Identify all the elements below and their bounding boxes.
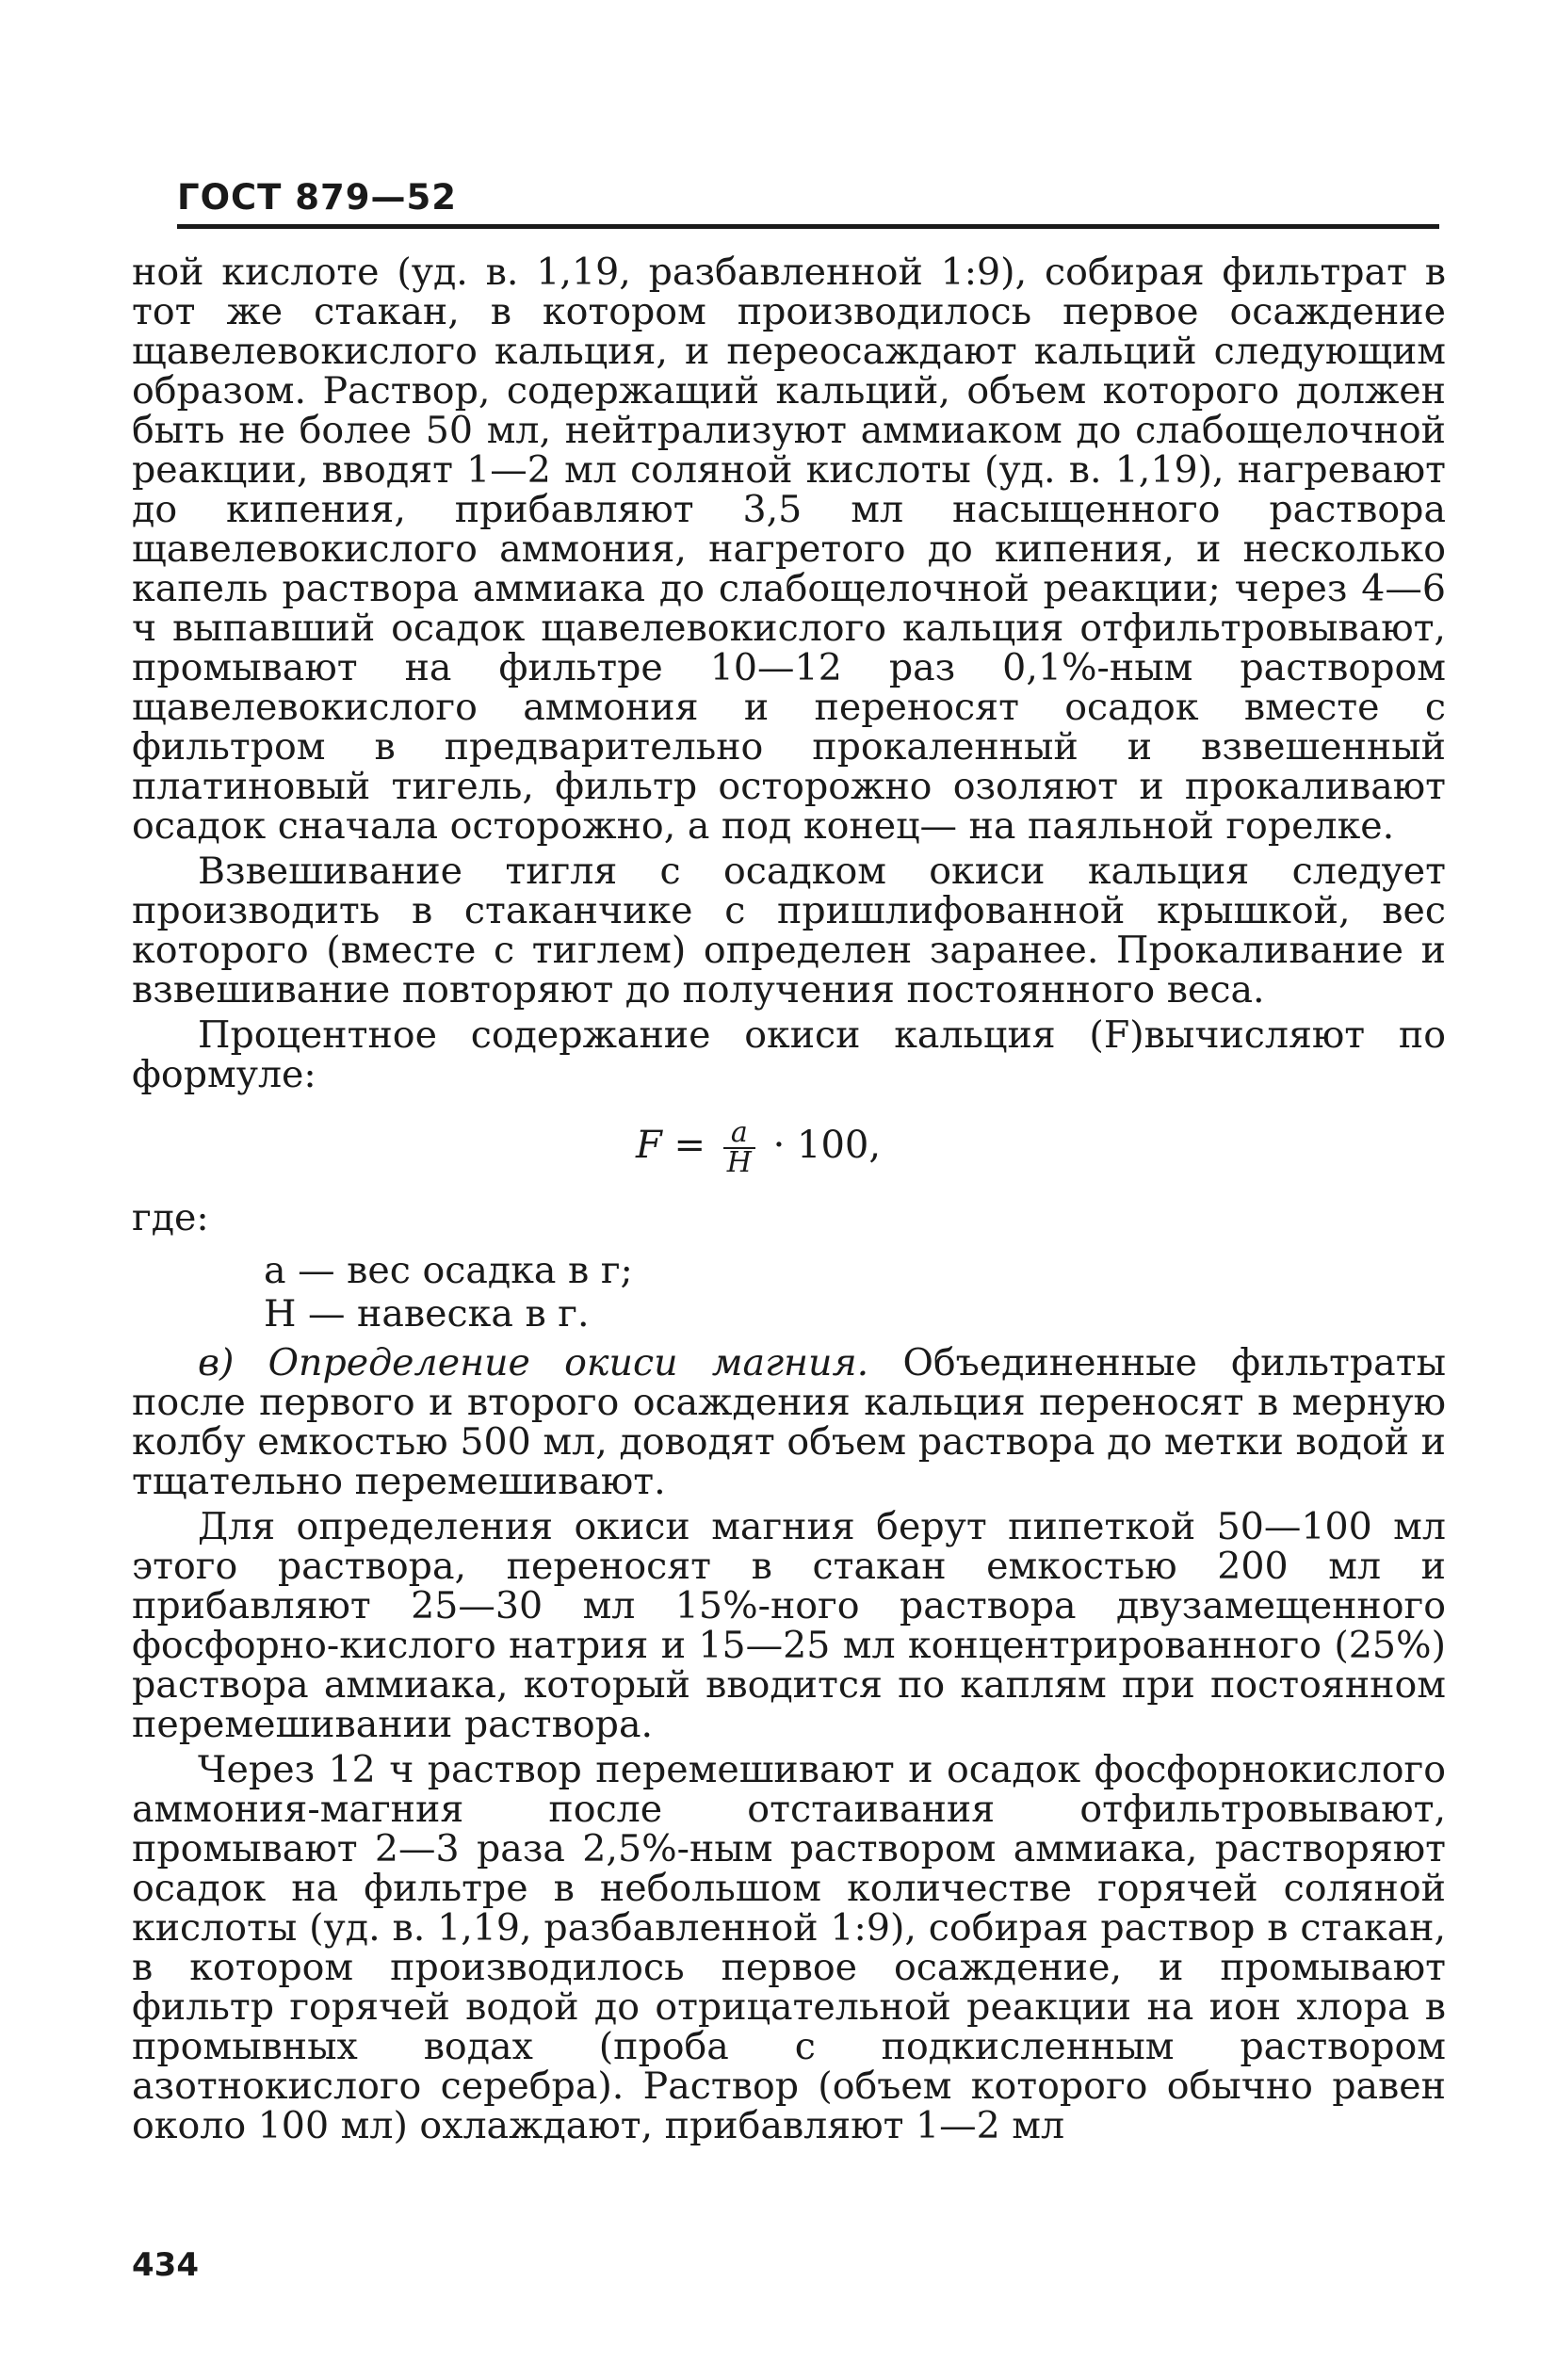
formula: [132, 1102, 1446, 1189]
formula-fraction: [723, 1116, 755, 1179]
formula-numerator: a: [723, 1119, 755, 1149]
paragraph-formula-intro: Процентное содержание окиси кальция (F)вычисляют по формуле:: [132, 1013, 1446, 1096]
formula-expression: [636, 1116, 882, 1179]
page-number: 434: [132, 2246, 199, 2284]
paragraph-weighing: Взвешивание тигля с осадком окиси кальция следует производить в стаканчике с пришлифованной крышкой, вес которого (вместе с тиглем) определен заранее. Прокаливание и взвешивание повторяют до получения постоянного веса.: [132, 850, 1446, 1012]
paragraph-continuation: ной кислоте (уд. в. 1,19, разбавленной 1:9), собирая фильтрат в тот же стакан, в котором производилось первое осаждение щавелевокислого кальция, и переосаждают кальций следующим образом. Раствор, содержащий кальций, объем которого должен быть не более 50 мл, нейтрализуют аммиаком до слабощелочной реакции, вводят 1—2 мл соляной кислоты (уд. в. 1,19), нагревают до кипения, прибавляют 3,5 мл насыщенного раствора щавелевокислого аммония, нагретого до кипения, и несколько капель раствора аммиака до слабощелочной реакции; через 4—6 ч выпавший осадок щавелевокислого кальция отфильтровывают, промывают на фильтре 10—12 раз 0,1%-ным раствором щавелевокислого аммония и переносят осадок вместе с фильтром в предварительно прокаленный и взвешенный платиновый тигель, фильтр осторожно озоляют и прокаливают осадок сначала осторожно, а под конец— на паяльной горелке.: [132, 251, 1446, 848]
body-text: [132, 252, 1446, 2151]
section-v-label: в) Определение окиси магния.: [198, 1341, 869, 1384]
formula-legend: [264, 1249, 1446, 1336]
legend-item-a: a — вес осадка в г;: [264, 1249, 633, 1292]
formula-lhs: F =: [636, 1124, 706, 1167]
formula-rhs: · 100,: [772, 1124, 882, 1167]
header-rule: [177, 224, 1439, 229]
document-header: ГОСТ 879—52: [177, 177, 458, 218]
where-label: где:: [132, 1196, 209, 1239]
section-v-text: Объединенные фильтраты после первого и второго осаждения кальция переносят в мерную колбу емкостью 500 мл, доводят объем раствора до метки водой и тщательно перемешивают.: [132, 1341, 1447, 1503]
legend-item-h: H — навеска в г.: [264, 1292, 590, 1336]
paragraph-magnesium-sampling: Для определения окиси магния берут пипеткой 50—100 мл этого раствора, переносят в стакан емкостью 200 мл и прибавляют 25—30 мл 15%-ного раствора двузамещенного фосфорно-кислого натрия и 15—25 мл концентрированного (25%) раствора аммиака, который вводится по каплям при постоянном перемешивании раствора.: [132, 1505, 1446, 1746]
formula-denominator: H: [726, 1146, 752, 1179]
paragraph-magnesium-precipitation: Через 12 ч раствор перемешивают и осадок фосфорнокислого аммония-магния после отстаивания отфильтровывают, промывают 2—3 раза 2,5%-ным раствором аммиака, растворяют осадок на фильтре в небольшом количестве горячей соляной кислоты (уд. в. 1,19, разбавленной 1:9), собирая раствор в стакан, в котором производилось первое осаждение, и промывают фильтр горячей водой до отрицательной реакции на ион хлора в промывных водах (проба с подкисленным раствором азотнокислого серебра). Раствор (объем которого обычно равен около 100 мл) охлаждают, прибавляют 1—2 мл: [132, 1748, 1446, 2147]
section-v-paragraph: [132, 1343, 1446, 1501]
